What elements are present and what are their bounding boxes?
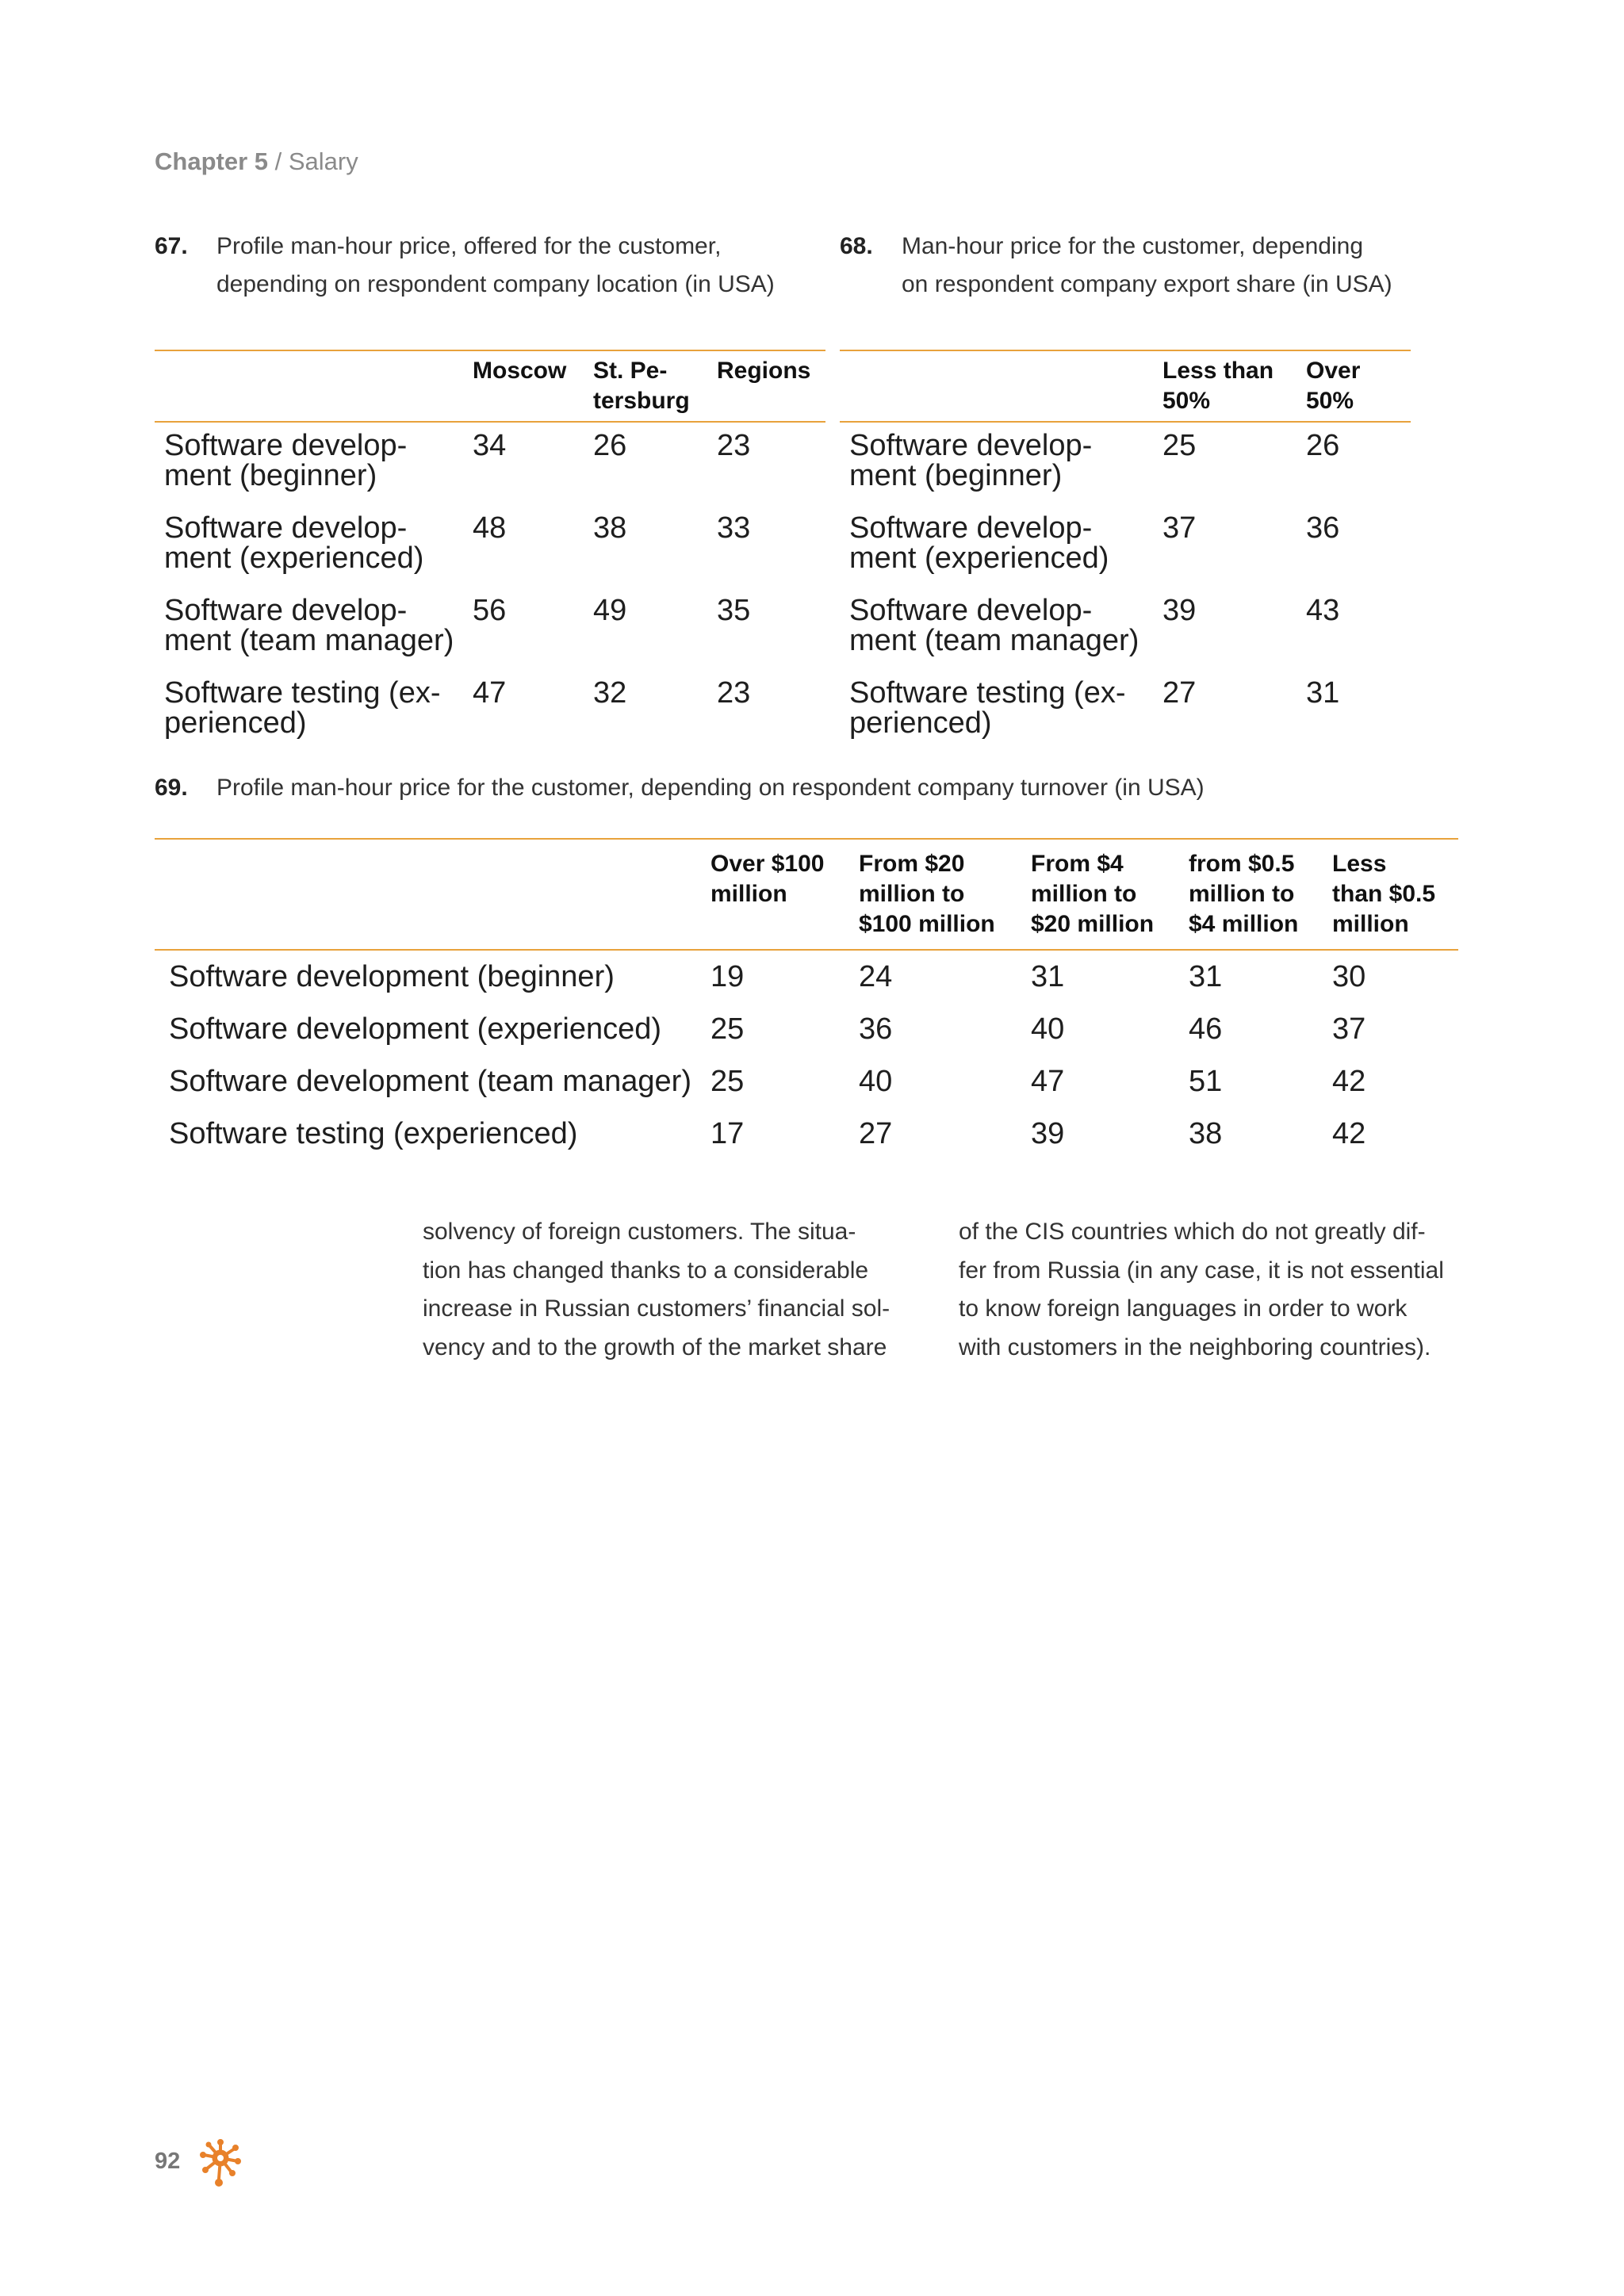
table-row xyxy=(155,1055,1458,1108)
cell-text-line: Software develop- xyxy=(164,511,408,545)
column-header-line: million xyxy=(1332,911,1409,937)
table-row xyxy=(840,505,1411,587)
cell-text-line: perienced) xyxy=(164,706,307,740)
table-row xyxy=(840,587,1411,670)
row-label xyxy=(840,505,1162,587)
table-cell-value: 30 xyxy=(1332,960,1366,993)
cell-text-line: Software develop- xyxy=(849,594,1093,627)
table69 xyxy=(155,838,1458,1160)
row-label xyxy=(840,422,1162,505)
table-row xyxy=(155,422,825,505)
table69-header-row xyxy=(155,839,1458,950)
table-cell-value: 36 xyxy=(1306,511,1340,545)
table-cell-value: 47 xyxy=(1031,1065,1065,1098)
table69-number: 69. xyxy=(155,775,188,801)
table67-header-row xyxy=(155,350,825,422)
table-row xyxy=(155,1003,1458,1055)
column-header-line: million to xyxy=(1031,881,1137,907)
cell-text-line: Software development (team manager) xyxy=(169,1065,691,1098)
cell-text-line: ment (beginner) xyxy=(164,459,377,492)
text-line: fer from Russia (in any case, it is not essential xyxy=(959,1257,1444,1284)
table67-caption-line: depending on respondent company location (in USA) xyxy=(216,271,775,297)
cell-text-line: ment (beginner) xyxy=(849,459,1063,492)
table-cell-value: 19 xyxy=(710,960,745,993)
body-text-column-2 xyxy=(959,1213,1444,1367)
column-header-line: Over $100 xyxy=(710,851,825,877)
chapter-header xyxy=(155,147,358,176)
row-label xyxy=(155,505,473,587)
column-header-line: from $0.5 xyxy=(1189,851,1295,877)
table67-caption-line: Profile man-hour price, offered for the customer, xyxy=(216,233,722,259)
table69-body xyxy=(155,950,1458,1160)
table-cell-value: 36 xyxy=(859,1012,893,1046)
table68-header-row xyxy=(840,350,1411,422)
column-header xyxy=(1031,839,1189,950)
cell-text-line: Software testing (ex- xyxy=(164,676,441,710)
table-cell-value: 48 xyxy=(473,511,507,545)
cell-text-line: Software development (experienced) xyxy=(169,1012,662,1046)
table68-caption-line: on respondent company export share (in USA) xyxy=(902,271,1392,297)
table-cell-value: 38 xyxy=(1189,1117,1223,1150)
table69-corner xyxy=(155,839,710,950)
table-row xyxy=(155,950,1458,1003)
cell-text-line: ment (experienced) xyxy=(849,541,1109,575)
table68-caption-line: Man-hour price for the customer, depending xyxy=(902,233,1363,259)
table-cell-value: 34 xyxy=(473,429,507,462)
table-row xyxy=(155,670,825,752)
table-cell-value: 31 xyxy=(1306,676,1340,710)
table68-number: 68. xyxy=(840,233,873,259)
cell-text-line: Software development (beginner) xyxy=(169,960,615,993)
column-header-line: Less than xyxy=(1162,358,1274,384)
table-cell-value: 40 xyxy=(859,1065,893,1098)
table-cell-value: 32 xyxy=(593,676,627,710)
column-header-line: $4 million xyxy=(1189,911,1299,937)
cell-text-line: ment (team manager) xyxy=(164,624,454,657)
table-cell-value: 31 xyxy=(1189,960,1223,993)
table-cell-value: 26 xyxy=(593,429,627,462)
column-header xyxy=(710,839,859,950)
row-label xyxy=(155,950,710,1003)
table-cell-value: 56 xyxy=(473,594,507,627)
table-cell-value: 31 xyxy=(1031,960,1065,993)
column-header-line: From $4 xyxy=(1031,851,1124,877)
table-row xyxy=(155,587,825,670)
table68-corner xyxy=(840,350,1162,422)
chapter-label: Chapter 5 xyxy=(155,147,268,175)
page-number: 92 xyxy=(155,2149,181,2174)
table67-corner xyxy=(155,350,473,422)
cell-text-line: Software develop- xyxy=(849,511,1093,545)
cell-text-line: ment (experienced) xyxy=(164,541,424,575)
column-header-line: Over xyxy=(1306,358,1361,384)
splash-logo-icon xyxy=(200,2139,241,2187)
table-cell-value: 42 xyxy=(1332,1065,1366,1098)
table-cell-value: 23 xyxy=(717,429,751,462)
table-cell-value: 27 xyxy=(1162,676,1197,710)
table-cell-value: 40 xyxy=(1031,1012,1065,1046)
table-cell-value: 27 xyxy=(859,1117,893,1150)
table68 xyxy=(840,350,1411,752)
table-cell-value: 37 xyxy=(1162,511,1197,545)
table-cell-value: 26 xyxy=(1306,429,1340,462)
table-cell-value: 51 xyxy=(1189,1065,1223,1098)
table67-body xyxy=(155,422,825,752)
column-header xyxy=(1306,350,1411,422)
body-text-column-1 xyxy=(423,1213,890,1367)
table67 xyxy=(155,350,825,752)
table68-caption xyxy=(840,228,1458,307)
column-header xyxy=(593,350,717,422)
table-row xyxy=(840,422,1411,505)
table-cell-value: 17 xyxy=(710,1117,745,1150)
text-line: vency and to the growth of the market share xyxy=(423,1334,887,1360)
table-cell-value: 24 xyxy=(859,960,893,993)
text-line: solvency of foreign customers. The situa- xyxy=(423,1219,856,1245)
table-row xyxy=(155,505,825,587)
row-label xyxy=(155,670,473,752)
row-label xyxy=(155,1108,710,1160)
text-line: to know foreign languages in order to work xyxy=(959,1295,1408,1322)
column-header xyxy=(1332,839,1458,950)
cell-text-line: Software develop- xyxy=(164,429,408,462)
text-line: increase in Russian customers’ financial sol- xyxy=(423,1295,891,1322)
table69-caption xyxy=(155,769,1455,809)
table-cell-value: 39 xyxy=(1162,594,1197,627)
column-header-line: From $20 xyxy=(859,851,965,877)
text-line: with customers in the neighboring countries). xyxy=(959,1334,1431,1360)
table-row xyxy=(840,670,1411,752)
column-header-line: $100 million xyxy=(859,911,995,937)
row-label xyxy=(840,587,1162,670)
table-cell-value: 25 xyxy=(710,1012,745,1046)
column-header: Moscow xyxy=(473,358,567,384)
column-header-line: $20 million xyxy=(1031,911,1155,937)
table-cell-value: 25 xyxy=(1162,429,1197,462)
column-header: Regions xyxy=(717,358,811,384)
table-cell-value: 38 xyxy=(593,511,627,545)
table-cell-value: 43 xyxy=(1306,594,1340,627)
column-header-line: million to xyxy=(859,881,965,907)
table68-body xyxy=(840,422,1411,752)
table-cell-value: 47 xyxy=(473,676,507,710)
cell-text-line: Software testing (ex- xyxy=(849,676,1126,710)
column-header-line: million xyxy=(710,881,787,907)
column-header-line: 50% xyxy=(1306,388,1354,414)
splash-logo-graphic xyxy=(200,2139,241,2187)
table67-caption xyxy=(155,228,829,307)
table-cell-value: 35 xyxy=(717,594,751,627)
column-header xyxy=(1162,350,1306,422)
table-cell-value: 33 xyxy=(717,511,751,545)
column-header-line: million to xyxy=(1189,881,1295,907)
section-name: / Salary xyxy=(267,147,358,175)
row-label xyxy=(840,670,1162,752)
table-row xyxy=(155,1108,1458,1160)
row-label xyxy=(155,587,473,670)
cell-text-line: perienced) xyxy=(849,706,992,740)
table-cell-value: 37 xyxy=(1332,1012,1366,1046)
cell-text-line: Software develop- xyxy=(164,594,408,627)
text-line: of the CIS countries which do not greatly dif- xyxy=(959,1219,1426,1245)
column-header-line: St. Pe- xyxy=(593,358,668,384)
column-header-line: than $0.5 xyxy=(1332,881,1436,907)
column-header xyxy=(859,839,1031,950)
text-line: tion has changed thanks to a considerable xyxy=(423,1257,869,1284)
table67-number: 67. xyxy=(155,233,188,259)
row-label xyxy=(155,1055,710,1108)
column-header-line: Less xyxy=(1332,851,1387,877)
table-cell-value: 39 xyxy=(1031,1117,1065,1150)
row-label xyxy=(155,1003,710,1055)
cell-text-line: Software testing (experienced) xyxy=(169,1117,578,1150)
cell-text-line: ment (team manager) xyxy=(849,624,1139,657)
column-header xyxy=(1189,839,1332,950)
row-label xyxy=(155,422,473,505)
column-header-line: 50% xyxy=(1162,388,1211,414)
table-cell-value: 42 xyxy=(1332,1117,1366,1150)
table-cell-value: 23 xyxy=(717,676,751,710)
table-cell-value: 46 xyxy=(1189,1012,1223,1046)
table-cell-value: 49 xyxy=(593,594,627,627)
table-cell-value: 25 xyxy=(710,1065,745,1098)
table69-caption-text: Profile man-hour price for the customer, depending on respondent company turnover (in USA) xyxy=(216,775,1205,801)
column-header-line: tersburg xyxy=(593,388,690,414)
cell-text-line: Software develop- xyxy=(849,429,1093,462)
